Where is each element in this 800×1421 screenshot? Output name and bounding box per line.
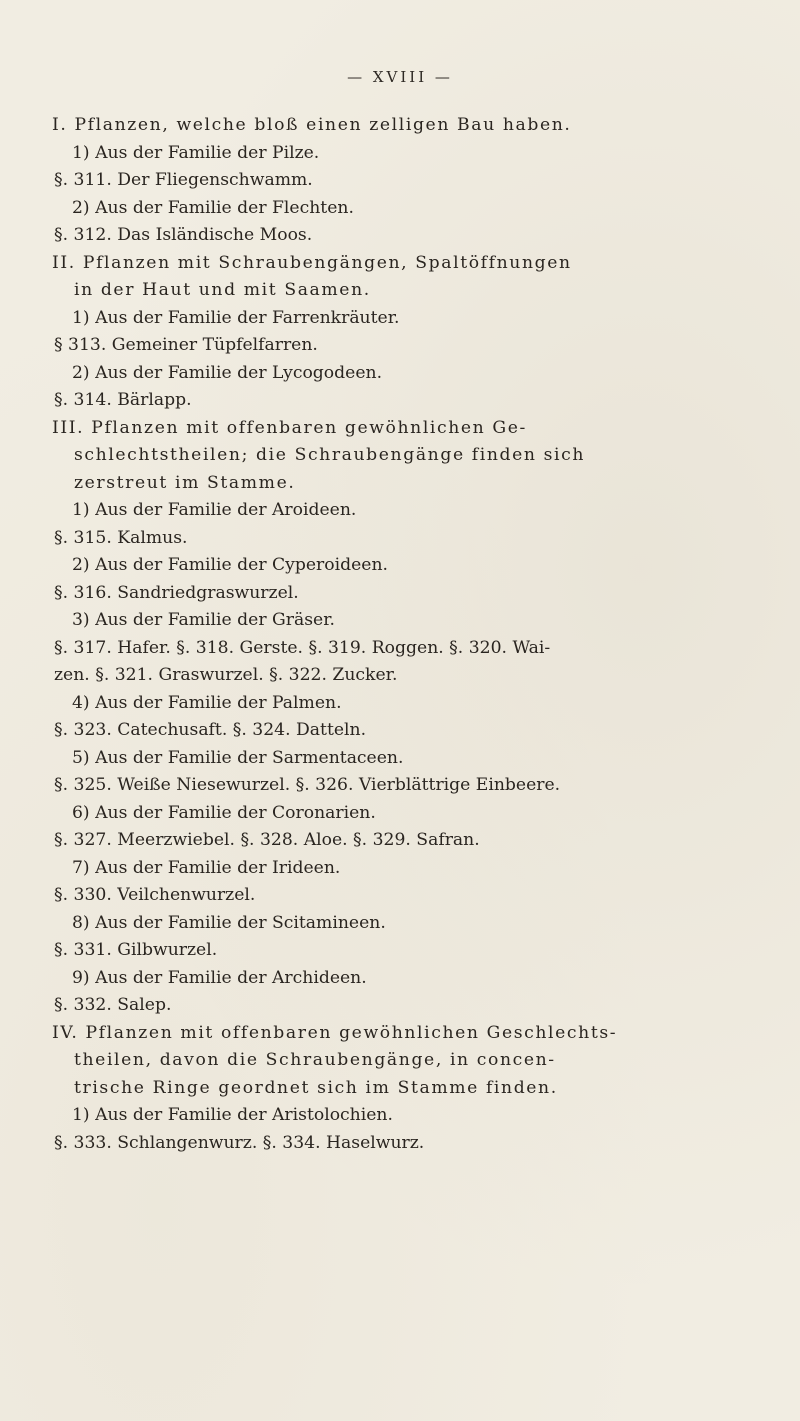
toc-line: 5) Aus der Familie der Sarmentaceen. (72, 747, 404, 768)
toc-line: schlechtstheilen; die Schraubengänge finden sich (74, 445, 586, 465)
toc-line: 1) Aus der Familie der Aristolochien. (72, 1105, 393, 1125)
toc-line: 2) Aus der Familie der Cyperoideen. (72, 555, 388, 575)
toc-line: 2) Aus der Familie der Flechten. (72, 197, 354, 218)
toc-line: 1) Aus der Familie der Farrenkräuter. (72, 307, 400, 328)
toc-line: 1) Aus der Familie der Aroideen. (72, 500, 357, 520)
toc-line: I. Pflanzen, welche bloß einen zelligen Bau haben. (52, 115, 572, 135)
toc-line: 1) Aus der Familie der Pilze. (72, 142, 320, 163)
toc-line: §. 331. Gilbwurzel. (54, 940, 218, 960)
toc-line: IV. Pflanzen mit offenbaren gewöhnlichen Geschlechts- (52, 1022, 618, 1043)
toc-line: §. 316. Sandriedgraswurzel. (54, 582, 299, 603)
toc-line: §. 325. Weiße Niesewurzel. §. 326. Vierblättrige Einbeere. (54, 775, 561, 795)
toc-line: 2) Aus der Familie der Lycogodeen. (72, 362, 383, 383)
toc-line: §. 327. Meerzwiebel. §. 328. Aloe. §. 329. Safran. (54, 830, 480, 850)
page-header: — XVIII — (347, 68, 453, 86)
table-of-contents (52, 112, 772, 1157)
toc-line: 6) Aus der Familie der Coronarien. (72, 802, 376, 823)
toc-line: 7) Aus der Familie der Irideen. (72, 857, 341, 878)
toc-line: §. 314. Bärlapp. (54, 390, 192, 410)
toc-line: §. 315. Kalmus. (54, 527, 188, 548)
toc-line: theilen, davon die Schraubengänge, in concen- (74, 1050, 556, 1070)
toc-line: §. 317. Hafer. §. 318. Gerste. §. 319. Roggen. §. 320. Wai- (54, 637, 551, 658)
toc-line: §. 312. Das Isländische Moos. (54, 225, 313, 245)
toc-line: in der Haut und mit Saamen. (74, 280, 371, 300)
toc-line: 8) Aus der Familie der Scitamineen. (72, 912, 386, 933)
toc-line: trische Ringe geordnet sich im Stamme finden. (74, 1077, 558, 1098)
toc-line: §. 330. Veilchenwurzel. (54, 885, 256, 905)
toc-line: zerstreut im Stamme. (74, 472, 296, 493)
toc-line: §. 323. Catechusaft. §. 324. Datteln. (54, 720, 367, 740)
toc-line: §. 333. Schlangenwurz. §. 334. Haselwurz. (54, 1132, 425, 1153)
toc-line: 3) Aus der Familie der Gräser. (72, 610, 335, 630)
toc-line: zen. §. 321. Graswurzel. §. 322. Zucker. (54, 665, 398, 685)
toc-line: § 313. Gemeiner Tüpfelfarren. (54, 335, 318, 355)
toc-line: §. 311. Der Fliegenschwamm. (54, 170, 313, 190)
toc-line: II. Pflanzen mit Schraubengängen, Spaltöffnungen (52, 252, 572, 273)
toc-line: III. Pflanzen mit offenbaren gewöhnlichen Ge- (52, 417, 527, 438)
toc-line: 4) Aus der Familie der Palmen. (72, 692, 342, 713)
toc-line: 9) Aus der Familie der Archideen. (72, 967, 367, 988)
toc-line: §. 332. Salep. (54, 995, 172, 1015)
